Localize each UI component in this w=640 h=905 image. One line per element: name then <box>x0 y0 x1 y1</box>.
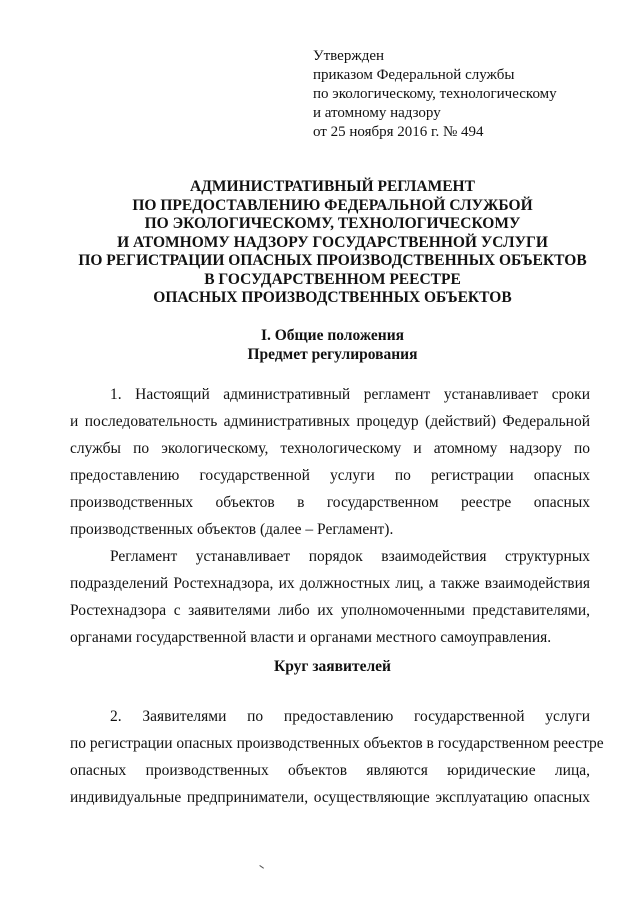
paragraph-line: производственных объектов (далее – Регламент). <box>70 521 394 538</box>
approval-line: Утвержден <box>313 48 385 64</box>
approval-stamp-block <box>313 47 557 142</box>
scan-mark <box>257 865 264 872</box>
title-line: ПО ПРЕДОСТАВЛЕНИЮ ФЕДЕРАЛЬНОЙ СЛУЖБОЙ <box>132 196 533 214</box>
approval-line: от 25 ноября 2016 г. № 494 <box>313 124 484 140</box>
applicants-heading: Круг заявителей <box>274 658 391 675</box>
section-title: I. Общие положения <box>260 327 405 344</box>
paragraph-line: 2. Заявителями по предоставлению государственной услуги <box>110 708 590 725</box>
paragraph-line: предоставлению государственной услуги по регистрации опасных <box>70 467 590 484</box>
paragraph-line: по регистрации опасных производственных объектов в государственном реестре <box>70 735 604 752</box>
document-title <box>60 178 605 308</box>
title-line: АДМИНИСТРАТИВНЫЙ РЕГЛАМЕНТ <box>190 178 475 195</box>
title-line: ОПАСНЫХ ПРОИЗВОДСТВЕННЫХ ОБЪЕКТОВ <box>153 289 512 306</box>
approval-line: и атомному надзору <box>313 105 441 121</box>
paragraph-line: Регламент устанавливает порядок взаимодействия структурных <box>110 548 590 565</box>
paragraph-line: Ростехнадзора с заявителями либо их уполномоченными представителями, <box>70 602 590 619</box>
paragraph-line: 1. Настоящий административный регламент устанавливает сроки <box>110 386 590 403</box>
title-line: В ГОСУДАРСТВЕННОМ РЕЕСТРЕ <box>204 270 461 288</box>
paragraph-line: органами государственной власти и органами местного самоуправления. <box>70 629 552 646</box>
approval-line: приказом Федеральной службы <box>313 67 515 83</box>
title-line: ПО РЕГИСТРАЦИИ ОПАСНЫХ ПРОИЗВОДСТВЕННЫХ ОБЪЕКТОВ <box>78 252 587 269</box>
approval-line: по экологическому, технологическому <box>313 86 557 102</box>
paragraph-line: и последовательность административных процедур (действий) Федеральной <box>70 413 590 430</box>
paragraph-line: индивидуальные предприниматели, осуществляющие эксплуатацию опасных <box>70 789 590 806</box>
section-heading <box>60 326 605 364</box>
paragraph-line: производственных объектов в государственном реестре опасных <box>70 494 590 511</box>
title-line: И АТОМНОМУ НАДЗОРУ ГОСУДАРСТВЕННОЙ УСЛУГИ <box>117 233 548 251</box>
paragraph-line: подразделений Ростехнадзора, их должностных лиц, а также взаимодействия <box>70 575 590 592</box>
paragraph-line: службы по экологическому, технологическому и атомному надзору по <box>70 440 590 457</box>
paragraph-line: опасных производственных объектов являются юридические лица, <box>70 762 590 779</box>
section-subtitle: Предмет регулирования <box>247 346 418 363</box>
title-line: ПО ЭКОЛОГИЧЕСКОМУ, ТЕХНОЛОГИЧЕСКОМУ <box>144 215 521 232</box>
